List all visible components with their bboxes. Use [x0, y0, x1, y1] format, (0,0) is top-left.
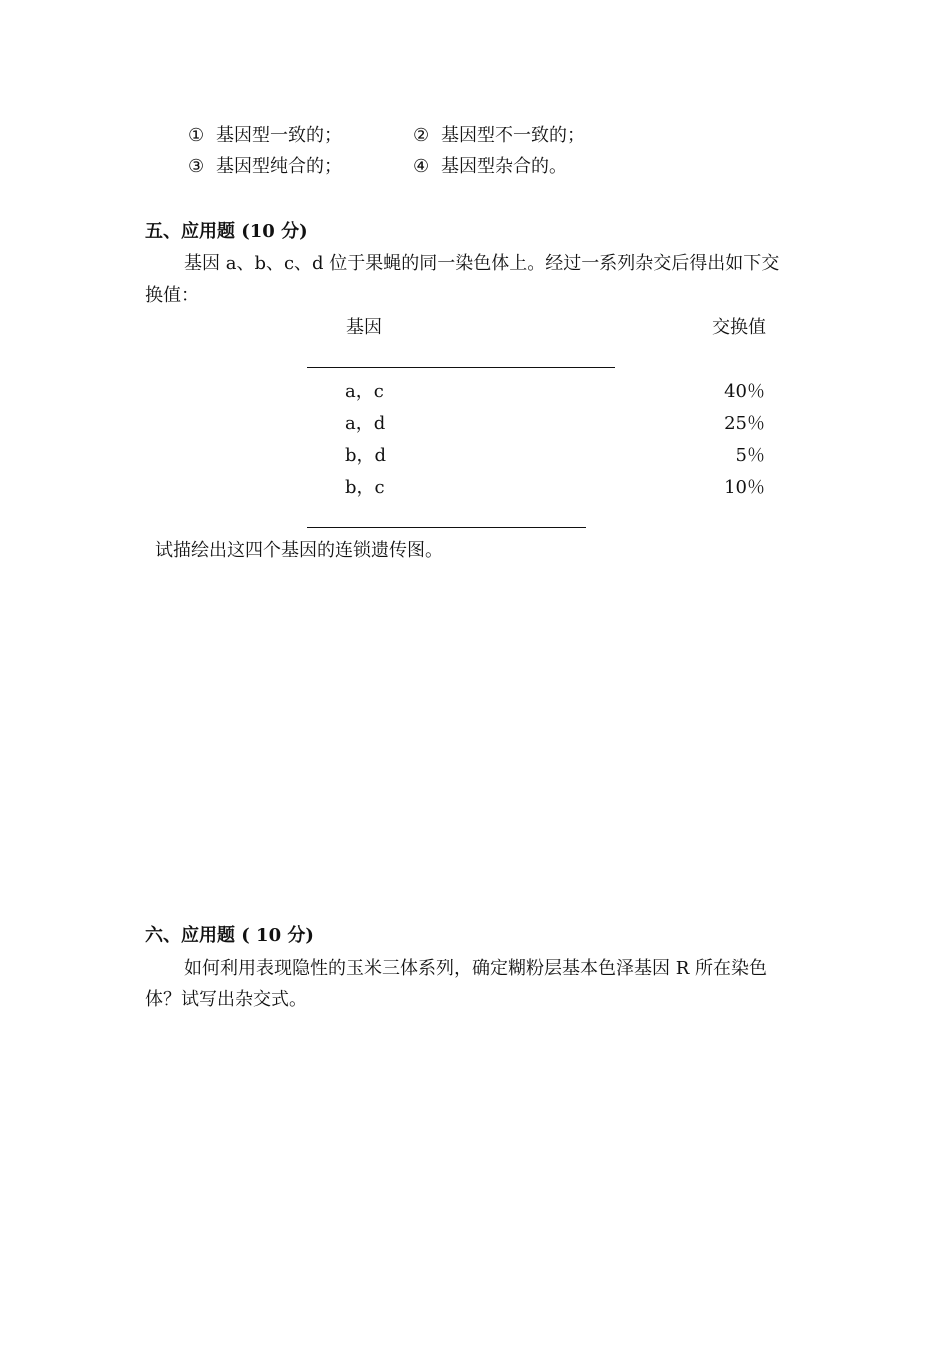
section-6-heading: 六、应用题 ( 10 分) [145, 925, 314, 946]
option-2-marker: ② [413, 125, 430, 146]
option-4-text: 基因型杂合的。 [441, 156, 567, 177]
table-row-gene: b，d [345, 445, 387, 466]
option-4-marker: ④ [413, 156, 430, 177]
table-bottom-rule [307, 527, 586, 528]
table-row-value: 5％ [735, 445, 765, 466]
option-1-marker: ① [188, 125, 205, 146]
section-5-body-line-2: 换值： [145, 285, 199, 306]
option-3-text: 基因型纯合的； [216, 156, 342, 177]
section-5-heading: 五、应用题 (10 分) [145, 221, 308, 242]
table-row-value: 25％ [724, 413, 765, 434]
table-header-value: 交换值 [712, 317, 766, 338]
option-3-marker: ③ [188, 156, 205, 177]
option-2-text: 基因型不一致的； [441, 125, 585, 146]
table-row-gene: b，c [345, 477, 385, 498]
table-top-rule [307, 367, 615, 368]
option-1-text: 基因型一致的； [216, 125, 342, 146]
section-6-body-line-2: 体？试写出杂交式。 [145, 989, 307, 1010]
section-6-body-line-1: 如何利用表现隐性的玉米三体系列，确定糊粉层基本色泽基因 R 所在染色 [184, 958, 767, 979]
section-5-prompt: 试描绘出这四个基因的连锁遗传图。 [155, 540, 443, 561]
table-row-value: 40％ [724, 381, 765, 402]
table-row-gene: a，d [345, 413, 386, 434]
section-5-body-line-1: 基因 a、b、c、d 位于果蝇的同一染色体上。经过一系列杂交后得出如下交 [184, 253, 780, 274]
table-header-gene: 基因 [346, 317, 382, 338]
table-row-value: 10％ [724, 477, 765, 498]
table-row-gene: a，c [345, 381, 384, 402]
